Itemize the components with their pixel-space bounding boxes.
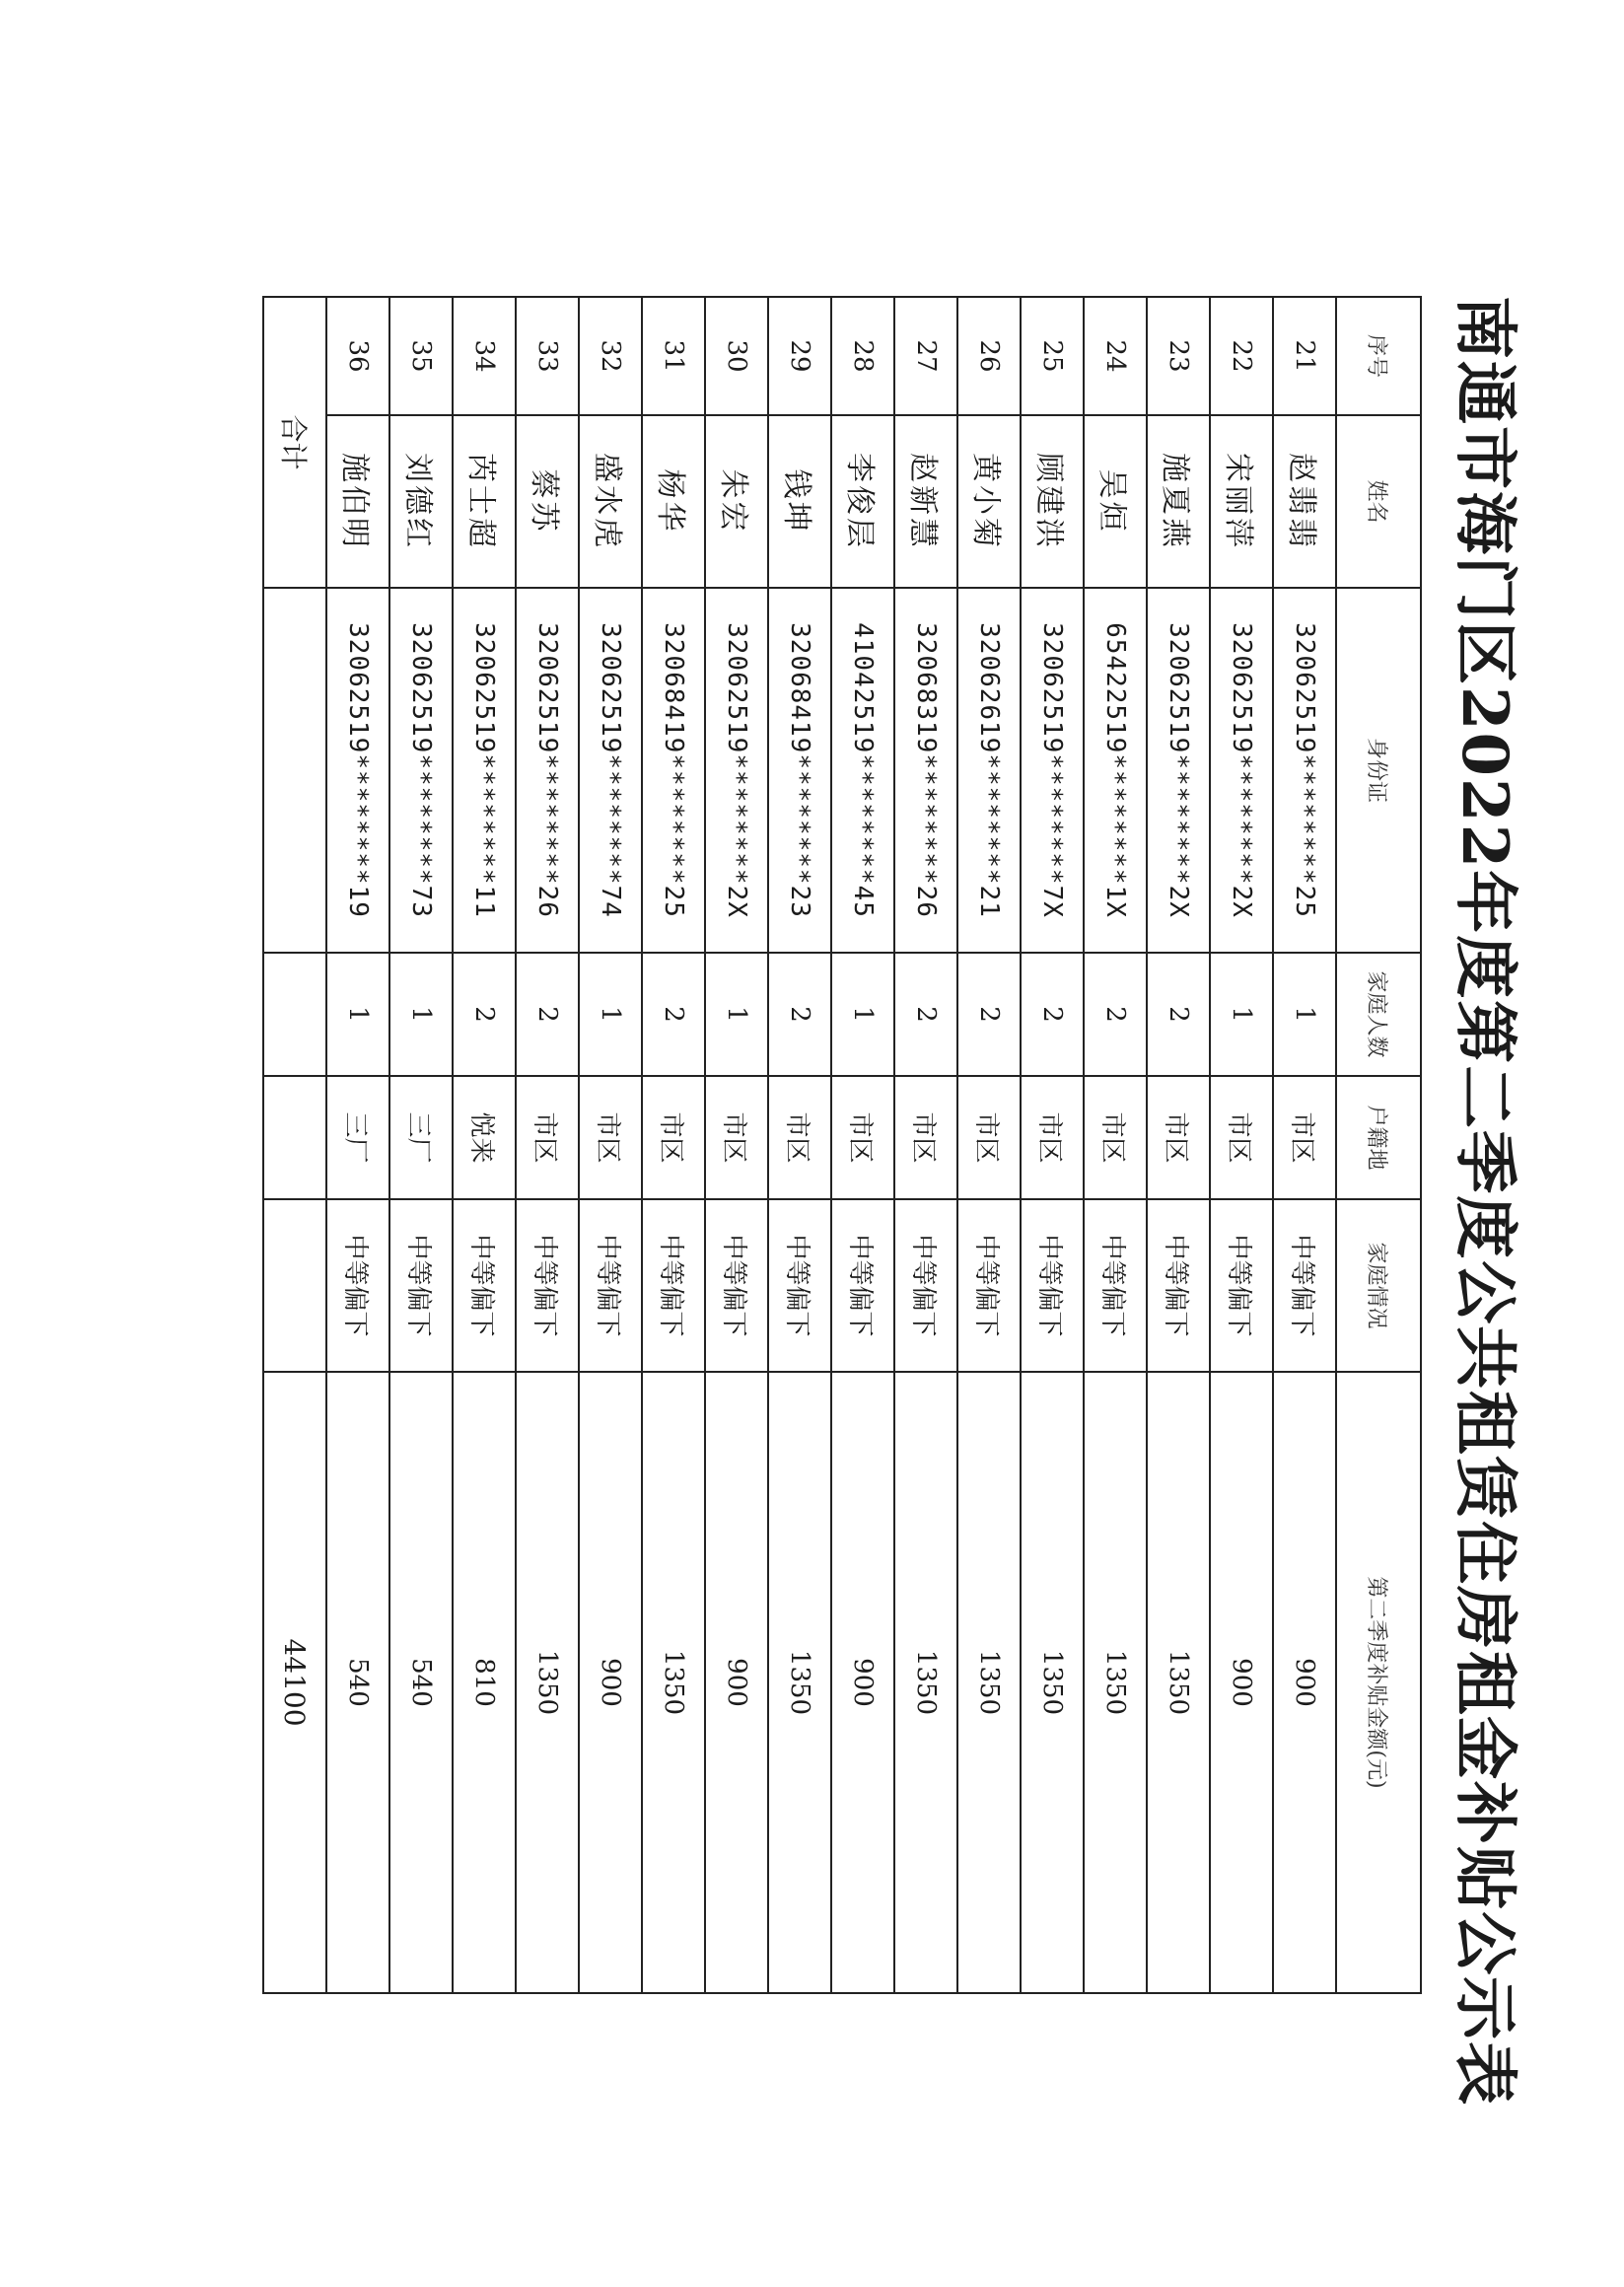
table-row <box>705 297 768 1993</box>
header-family-size: 家庭人数 <box>1336 953 1421 1076</box>
cell-id: 32062519********73 <box>389 588 453 953</box>
cell-hukou: 市区 <box>642 1076 705 1199</box>
cell-name: 芮士超 <box>453 415 516 588</box>
cell-no: 32 <box>579 297 642 415</box>
table-row <box>894 297 957 1993</box>
cell-name: 顾建洪 <box>1021 415 1084 588</box>
cell-no: 23 <box>1147 297 1210 415</box>
header-no: 序号 <box>1336 297 1421 415</box>
cell-hukou: 市区 <box>579 1076 642 1199</box>
total-empty-cell <box>263 1076 326 1199</box>
cell-hukou: 市区 <box>831 1076 894 1199</box>
cell-no: 26 <box>957 297 1021 415</box>
cell-amount: 900 <box>831 1372 894 1993</box>
cell-id: 32062519********11 <box>453 588 516 953</box>
cell-no: 34 <box>453 297 516 415</box>
cell-situation: 中等偏下 <box>389 1199 453 1372</box>
table-row <box>326 297 389 1993</box>
cell-amount: 1350 <box>1147 1372 1210 1993</box>
cell-hukou: 市区 <box>957 1076 1021 1199</box>
table-row <box>768 297 831 1993</box>
cell-amount: 1350 <box>894 1372 957 1993</box>
cell-situation: 中等偏下 <box>1147 1199 1210 1372</box>
cell-hukou: 悦来 <box>453 1076 516 1199</box>
cell-family-size: 1 <box>389 953 453 1076</box>
table-row <box>1084 297 1147 1993</box>
cell-situation: 中等偏下 <box>453 1199 516 1372</box>
total-amount: 44100 <box>263 1372 326 1993</box>
cell-family-size: 2 <box>453 953 516 1076</box>
cell-no: 21 <box>1273 297 1336 415</box>
cell-id: 32062519********2X <box>1147 588 1210 953</box>
cell-situation: 中等偏下 <box>1084 1199 1147 1372</box>
page-title: 南通市海门区2022年度第二季度公共租赁住房租金补贴公示表 <box>1447 296 1521 2108</box>
cell-amount: 1350 <box>957 1372 1021 1993</box>
cell-hukou: 市区 <box>705 1076 768 1199</box>
cell-situation: 中等偏下 <box>1210 1199 1273 1372</box>
table-row <box>957 297 1021 1993</box>
table-row <box>831 297 894 1993</box>
cell-hukou: 市区 <box>1147 1076 1210 1199</box>
table-row <box>453 297 516 1993</box>
cell-situation: 中等偏下 <box>831 1199 894 1372</box>
cell-id: 32062519********7X <box>1021 588 1084 953</box>
cell-id: 32062519********26 <box>516 588 579 953</box>
cell-hukou: 三厂 <box>389 1076 453 1199</box>
header-name: 姓名 <box>1336 415 1421 588</box>
cell-name: 刘德红 <box>389 415 453 588</box>
cell-name: 宋丽萍 <box>1210 415 1273 588</box>
cell-situation: 中等偏下 <box>579 1199 642 1372</box>
cell-no: 35 <box>389 297 453 415</box>
cell-amount: 1350 <box>768 1372 831 1993</box>
cell-amount: 900 <box>579 1372 642 1993</box>
table-row <box>642 297 705 1993</box>
cell-family-size: 2 <box>642 953 705 1076</box>
cell-name: 吴烜 <box>1084 415 1147 588</box>
cell-no: 29 <box>768 297 831 415</box>
cell-amount: 1350 <box>1084 1372 1147 1993</box>
header-hukou: 户籍地 <box>1336 1076 1421 1199</box>
cell-situation: 中等偏下 <box>516 1199 579 1372</box>
cell-name: 蔡苏 <box>516 415 579 588</box>
cell-family-size: 1 <box>326 953 389 1076</box>
table-row <box>1210 297 1273 1993</box>
cell-amount: 1350 <box>516 1372 579 1993</box>
cell-situation: 中等偏下 <box>1021 1199 1084 1372</box>
cell-amount: 1350 <box>1021 1372 1084 1993</box>
cell-family-size: 2 <box>768 953 831 1076</box>
table-row <box>1147 297 1210 1993</box>
cell-hukou: 市区 <box>1273 1076 1336 1199</box>
cell-family-size: 1 <box>1273 953 1336 1076</box>
cell-no: 22 <box>1210 297 1273 415</box>
cell-name: 施夏燕 <box>1147 415 1210 588</box>
cell-name: 朱宏 <box>705 415 768 588</box>
cell-no: 33 <box>516 297 579 415</box>
cell-name: 黄小菊 <box>957 415 1021 588</box>
cell-id: 32062519********74 <box>579 588 642 953</box>
cell-situation: 中等偏下 <box>705 1199 768 1372</box>
cell-amount: 1350 <box>642 1372 705 1993</box>
cell-no: 27 <box>894 297 957 415</box>
cell-no: 31 <box>642 297 705 415</box>
cell-name: 杨华 <box>642 415 705 588</box>
cell-id: 32068419********25 <box>642 588 705 953</box>
cell-id: 41042519********45 <box>831 588 894 953</box>
cell-name: 李俊层 <box>831 415 894 588</box>
cell-amount: 540 <box>389 1372 453 1993</box>
cell-family-size: 2 <box>957 953 1021 1076</box>
cell-family-size: 2 <box>1021 953 1084 1076</box>
total-empty-cell <box>263 588 326 953</box>
cell-no: 28 <box>831 297 894 415</box>
cell-situation: 中等偏下 <box>1273 1199 1336 1372</box>
cell-situation: 中等偏下 <box>326 1199 389 1372</box>
table-header-row <box>1336 297 1421 1993</box>
cell-hukou: 市区 <box>894 1076 957 1199</box>
cell-hukou: 市区 <box>516 1076 579 1199</box>
cell-family-size: 1 <box>705 953 768 1076</box>
subsidy-table <box>262 296 1422 1994</box>
cell-amount: 900 <box>705 1372 768 1993</box>
cell-id: 32062519********19 <box>326 588 389 953</box>
table-row <box>516 297 579 1993</box>
cell-amount: 900 <box>1273 1372 1336 1993</box>
cell-family-size: 2 <box>1147 953 1210 1076</box>
cell-id: 32062619********21 <box>957 588 1021 953</box>
rotated-sheet <box>277 296 1538 2108</box>
cell-family-size: 1 <box>1210 953 1273 1076</box>
cell-id: 32068419********23 <box>768 588 831 953</box>
cell-situation: 中等偏下 <box>768 1199 831 1372</box>
cell-name: 钱坤 <box>768 415 831 588</box>
cell-hukou: 市区 <box>1210 1076 1273 1199</box>
cell-no: 30 <box>705 297 768 415</box>
cell-name: 赵新慧 <box>894 415 957 588</box>
cell-amount: 810 <box>453 1372 516 1993</box>
cell-situation: 中等偏下 <box>894 1199 957 1372</box>
table-row <box>1273 297 1336 1993</box>
cell-id: 32068319********26 <box>894 588 957 953</box>
cell-family-size: 2 <box>516 953 579 1076</box>
table-row <box>579 297 642 1993</box>
cell-situation: 中等偏下 <box>957 1199 1021 1372</box>
cell-id: 32062519********2X <box>705 588 768 953</box>
cell-amount: 900 <box>1210 1372 1273 1993</box>
header-id: 身份证 <box>1336 588 1421 953</box>
cell-name: 施伯明 <box>326 415 389 588</box>
cell-family-size: 2 <box>894 953 957 1076</box>
cell-id: 32062519********2X <box>1210 588 1273 953</box>
cell-name: 盛水虎 <box>579 415 642 588</box>
total-label: 合计 <box>263 297 326 588</box>
total-empty-cell <box>263 1199 326 1372</box>
cell-no: 36 <box>326 297 389 415</box>
cell-no: 25 <box>1021 297 1084 415</box>
table-body <box>263 297 1336 1993</box>
cell-family-size: 1 <box>579 953 642 1076</box>
header-amount: 第二季度补贴金额(元) <box>1336 1372 1421 1993</box>
total-empty-cell <box>263 953 326 1076</box>
cell-situation: 中等偏下 <box>642 1199 705 1372</box>
cell-hukou: 市区 <box>1021 1076 1084 1199</box>
cell-hukou: 市区 <box>768 1076 831 1199</box>
cell-family-size: 2 <box>1084 953 1147 1076</box>
cell-id: 32062519********25 <box>1273 588 1336 953</box>
cell-hukou: 市区 <box>1084 1076 1147 1199</box>
cell-no: 24 <box>1084 297 1147 415</box>
cell-name: 赵翡翡 <box>1273 415 1336 588</box>
table-row <box>1021 297 1084 1993</box>
cell-amount: 540 <box>326 1372 389 1993</box>
header-situation: 家庭情况 <box>1336 1199 1421 1372</box>
cell-id: 65422519********1X <box>1084 588 1147 953</box>
cell-hukou: 三厂 <box>326 1076 389 1199</box>
cell-family-size: 1 <box>831 953 894 1076</box>
total-row <box>263 297 326 1993</box>
table-row <box>389 297 453 1993</box>
